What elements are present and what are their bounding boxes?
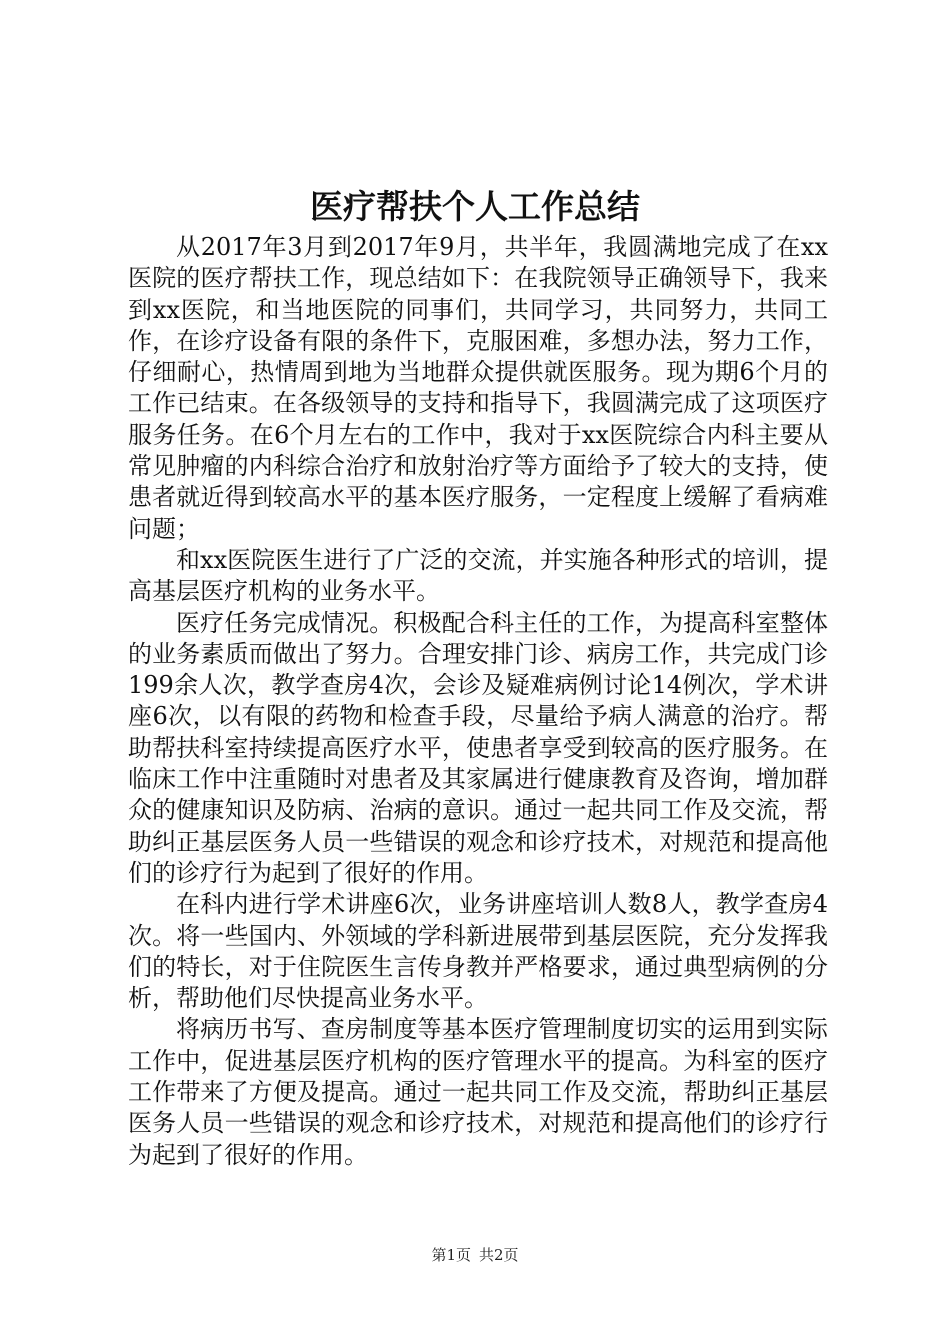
- document-body: [128, 232, 828, 1171]
- paragraph-lectures: 在科内进行学术讲座6次，业务讲座培训人数8人，教学查房4次。将一些国内、外领域的学科新进展带到基层医院，充分发挥我们的特长，对于住院医生言传身教并严格要求，通过典型病例的分析，帮助他们尽快提高业务水平。: [128, 890, 828, 1013]
- page-number: 第1页: [431, 1246, 471, 1264]
- paragraph-management: 将病历书写、查房制度等基本医疗管理制度切实的运用到实际工作中，促进基层医疗机构的医疗管理水平的提高。为科室的医疗工作带来了方便及提高。通过一起共同工作及交流，帮助纠正基层医务人员一些错误的观念和诊疗技术，对规范和提高他们的诊疗行为起到了很好的作用。: [128, 1015, 828, 1169]
- paragraph-intro: 从2017年3月到2017年9月，共半年，我圆满地完成了在xx医院的医疗帮扶工作，现总结如下：在我院领导正确领导下，我来到xx医院，和当地医院的同事们，共同学习，共同努力，共同工作，在诊疗设备有限的条件下，克服困难，多想办法，努力工作，仔细耐心，热情周到地为当地群众提供就医服务。现为期6个月的工作已结束。在各级领导的支持和指导下，我圆满完成了这项医疗服务任务。在6个月左右的工作中，我对于xx医院综合内科主要从常见肿瘤的内科综合治疗和放射治疗等方面给予了较大的支持，使患者就近得到较高水平的基本医疗服务，一定程度上缓解了看病难问题；: [128, 233, 828, 543]
- document-title: 医疗帮扶个人工作总结: [310, 187, 640, 226]
- paragraph-task-completion: 医疗任务完成情况。积极配合科主任的工作，为提高科室整体的业务素质而做出了努力。合理安排门诊、病房工作，共完成门诊199余人次，教学查房4次，会诊及疑难病例讨论14例次，学术讲座6次，以有限的药物和检查手段，尽量给予病人满意的治疗。帮助帮扶科室持续提高医疗水平，使患者享受到较高的医疗服务。在临床工作中注重随时对患者及其家属进行健康教育及咨询，增加群众的健康知识及防病、治病的意识。通过一起共同工作及交流，帮助纠正基层医务人员一些错误的观念和诊疗技术，对规范和提高他们的诊疗行为起到了很好的作用。: [128, 608, 828, 887]
- page-total: 共2页: [479, 1246, 519, 1264]
- paragraph-exchange: 和xx医院医生进行了广泛的交流，并实施各种形式的培训，提高基层医疗机构的业务水平。: [128, 545, 828, 606]
- page-footer: [0, 1245, 950, 1265]
